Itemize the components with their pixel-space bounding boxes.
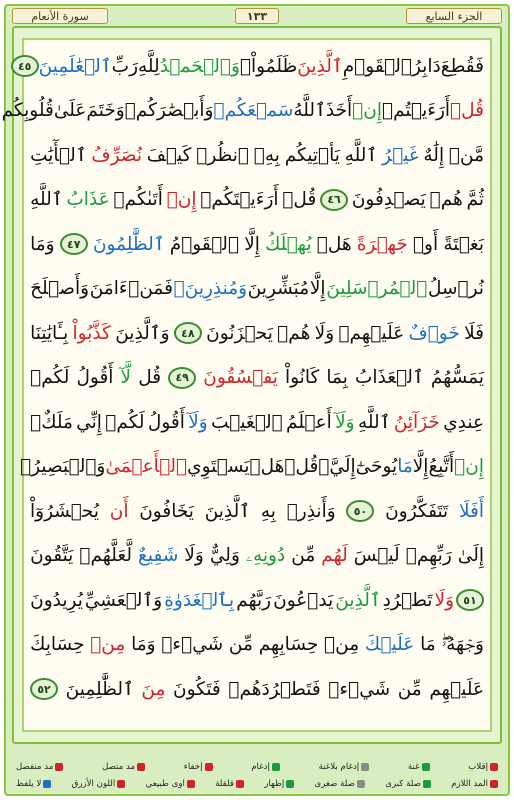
- quran-word: ٱللَّهِ: [357, 411, 391, 433]
- quran-word: ٱللَّهِ: [344, 144, 378, 166]
- legend-item: [468, 762, 498, 772]
- quran-word: مِنَ: [141, 678, 166, 700]
- legend-item: [16, 779, 51, 789]
- legend-row: [12, 758, 502, 775]
- legend-label: اللون الأزرق: [71, 778, 116, 789]
- quran-word: وَمُنذِرِينَۖ: [173, 278, 248, 300]
- quran-word: لَيۡسَ: [353, 545, 400, 567]
- quran-word: ٱلۡقَوۡمُ: [169, 233, 240, 255]
- quran-word: ٱلۡعَذَابُ: [354, 367, 424, 389]
- quran-word: يُرِيدُونَ: [30, 589, 83, 611]
- surah-name: سورة الأنعام: [12, 8, 108, 24]
- quran-word: لَّآ: [120, 367, 132, 389]
- quran-word: وَخَتَمَ: [86, 100, 125, 122]
- ayah-number-marker: ٥٢: [30, 678, 58, 700]
- page-header: [12, 6, 502, 26]
- quran-word: يَأۡتِيكُم: [284, 144, 340, 166]
- legend-swatch: [361, 763, 369, 771]
- quran-word: حِسَابِكَ: [30, 634, 85, 656]
- quran-word: كَانُواْ: [284, 367, 320, 389]
- quran-word: إِلَيَّۚ: [318, 456, 356, 478]
- quran-word: مِنۡ: [324, 634, 360, 656]
- quran-word: وَٱلَّذِينَ: [115, 322, 170, 344]
- text-line: [30, 133, 484, 178]
- legend-swatch: [272, 763, 280, 771]
- legend-swatch: [422, 763, 430, 771]
- quran-word: قُلۡ: [282, 189, 317, 211]
- legend-label: غنة: [407, 761, 420, 772]
- quran-word: حِسَابِهِم: [258, 634, 319, 656]
- legend-item: [146, 779, 195, 789]
- quran-word: يَدۡعُونَ: [273, 589, 334, 611]
- quran-word: يُوحَىٰٓ: [355, 456, 398, 478]
- quran-word: خَوۡفٌ: [408, 322, 460, 344]
- quran-word: مِّن: [397, 678, 422, 700]
- quran-word: أَن: [109, 500, 129, 522]
- legend-label: لا يلفظ: [16, 778, 42, 789]
- quran-word: يَصۡدِفُونَ: [351, 189, 426, 211]
- legend-label: صلة صغرى: [314, 778, 355, 789]
- legend-swatch: [236, 780, 244, 788]
- legend-item: [264, 779, 294, 789]
- quran-word: ٱللَّهُ: [293, 100, 326, 122]
- legend-item: [72, 779, 126, 789]
- quran-word: بِٱلۡغَدَوٰةِ: [164, 589, 235, 611]
- quran-word: أَرَءَيۡتَكُمۡ: [200, 189, 279, 211]
- quran-word: لَّعَلَّهُمۡ: [79, 545, 132, 567]
- legend-item: [408, 762, 430, 772]
- text-line: [1, 89, 484, 134]
- quran-word: بِمَا: [326, 367, 348, 389]
- quran-word: عَذَابُ: [66, 189, 110, 211]
- legend-label: إقلاب: [468, 761, 488, 772]
- quran-word: أَوۡ: [412, 233, 439, 255]
- quran-word: يَحۡزَنُونَ: [206, 322, 273, 344]
- quran-word: سَمۡعَكُمۡ: [213, 100, 294, 122]
- legend-item: [251, 762, 280, 772]
- quran-word: وَٱلۡعَشِيِّ: [84, 589, 163, 611]
- quran-word: شَفِيعٌ: [138, 545, 179, 567]
- text-line: [30, 667, 484, 712]
- quran-word: لَكُمۡ: [105, 411, 145, 433]
- quran-word: قُلُوبِكُم: [1, 100, 54, 122]
- quran-word: نُرۡسِلُ: [428, 278, 484, 300]
- quran-word: وَأَنذِرۡ: [286, 500, 336, 522]
- ayah-number-marker: ٥٠: [346, 500, 374, 522]
- quran-word: ٱلۡعَٰلَمِينَ: [38, 55, 112, 77]
- quran-word: يَسۡتَوِي: [187, 456, 250, 478]
- legend-label: إدغام بلاغنة: [318, 761, 360, 772]
- legend-swatch: [423, 780, 431, 788]
- legend-swatch: [490, 780, 498, 788]
- quran-word: ٱلۡقَوۡمِ: [342, 55, 413, 77]
- text-line: [30, 178, 484, 223]
- quran-word: ظَلَمُواْۚ: [239, 55, 298, 77]
- legend-item: [16, 762, 63, 772]
- quran-word: إِلَّا: [412, 456, 429, 478]
- text-line: [20, 445, 484, 490]
- quran-word: جَهۡرَةً: [356, 233, 408, 255]
- quran-word: هُمۡ: [429, 189, 463, 211]
- text-line: [30, 356, 484, 401]
- quran-word: عَلَيۡهِمۡ: [338, 322, 405, 344]
- legend-row: [12, 775, 502, 792]
- quran-word: رَبَّهُم: [236, 589, 272, 611]
- quran-word: كَذَّبُواْ: [72, 322, 111, 344]
- legend-swatch: [286, 780, 294, 788]
- legend-label: إدغام: [251, 761, 270, 772]
- text-line: [30, 578, 484, 623]
- legend-item: [451, 779, 498, 789]
- quran-word: فَقُطِعَ: [440, 55, 484, 77]
- quran-word: رَبِّهِمۡ: [405, 545, 452, 567]
- quran-word: هَلۡ: [249, 456, 285, 478]
- quran-word: ءَامَنَ: [89, 278, 128, 300]
- quran-word: ٱلۡمُرۡسَلِينَ: [326, 278, 428, 300]
- quran-word: شَيۡءٖ: [328, 678, 391, 700]
- text-line: [17, 44, 484, 89]
- text-line: [30, 489, 484, 534]
- quran-word: وَلِيٌّ: [209, 545, 240, 567]
- quran-word: مَا: [397, 456, 413, 478]
- ayah-number-marker: ٤٨: [174, 322, 202, 344]
- quran-word: عَلَىٰ: [53, 100, 87, 122]
- quran-word: يَمَسُّهُمُ: [430, 367, 484, 389]
- quran-word: خَزَآئِنُ: [393, 411, 440, 433]
- quran-word: فَتَكُونَ: [172, 678, 221, 700]
- quran-word: وَمَا: [30, 233, 55, 255]
- quran-word: أَقُولُ: [76, 367, 114, 389]
- quran-word: وَأَبۡصَٰرَكُمۡ: [124, 100, 214, 122]
- quran-word: وَٱلۡحَمۡدُ: [159, 55, 240, 77]
- quran-word: أَتَىٰكُمۡ: [113, 189, 163, 211]
- quran-word: أَعۡلَمُ: [286, 411, 332, 433]
- quran-word: هَلۡ: [316, 233, 352, 255]
- quran-word: لَكُمۡ: [30, 367, 70, 389]
- quran-word: يُهۡلَكُ: [265, 233, 312, 255]
- quran-word: ٱللَّهِ: [30, 189, 63, 211]
- quran-word: مِّن: [228, 634, 253, 656]
- quran-text: [1, 44, 484, 712]
- quran-word: فَمَنۡ: [128, 278, 173, 300]
- quran-word: مِنۡ: [90, 634, 126, 656]
- quran-word: ٱلَّذِينَ: [204, 500, 251, 522]
- quran-word: وَجۡهَهُۥۖ: [441, 634, 484, 656]
- quran-word: دَابِرُ: [412, 55, 441, 77]
- legend-swatch: [187, 780, 195, 788]
- quran-word: شَيۡءٖ: [161, 634, 224, 656]
- text-line: [30, 400, 484, 445]
- quran-word: تَتَفَكَّرُونَ: [385, 500, 449, 522]
- legend-label: مد متصل: [102, 761, 136, 772]
- quran-word: وَلَآ: [335, 411, 355, 433]
- quran-word: أَخَذَ: [325, 100, 353, 122]
- quran-word: عِندِي: [443, 411, 484, 433]
- legend-label: قلقلة: [215, 778, 234, 789]
- quran-word: لَهُم: [321, 545, 348, 567]
- quran-word: وَلَآ: [188, 411, 208, 433]
- quran-word: وَلَا: [434, 589, 455, 611]
- legend-label: اوى طبيعي: [145, 778, 185, 789]
- legend-swatch: [137, 763, 145, 771]
- quran-word: عَلَيۡهِم: [429, 678, 484, 700]
- quran-word: عَلَيۡكَ: [364, 634, 415, 656]
- quran-word: فَلَا: [464, 322, 484, 344]
- quran-word: دُونِهِۦ: [245, 545, 286, 567]
- legend-item: [385, 779, 431, 789]
- ayah-number-marker: ٤٧: [60, 233, 88, 255]
- quran-word: وَأَصۡلَحَ: [30, 278, 90, 300]
- quran-word: ٱلۡأَعۡمَىٰ: [105, 456, 188, 478]
- ayah-number-marker: ٤٥: [11, 55, 39, 77]
- quran-word: بِـَٔايَٰتِنَا: [30, 322, 69, 344]
- quran-word: إِنۡ: [352, 100, 382, 122]
- quran-word: يُحۡشَرُوٓاْ: [30, 500, 99, 522]
- ayah-number-marker: ٥١: [456, 589, 484, 611]
- quran-word: يَفۡسُقُونَ: [203, 367, 278, 389]
- quran-word: وَمَا: [131, 634, 156, 656]
- legend-swatch: [117, 780, 125, 788]
- quran-word: غَيۡرُ: [382, 144, 419, 166]
- quran-word: ٱلۡأٓيَٰتِ: [30, 144, 87, 166]
- quran-word: مُبَشِّرِينَ: [247, 278, 310, 300]
- juz-name: الجزء السابع: [406, 8, 502, 24]
- quran-word: مَا: [420, 634, 436, 656]
- quran-word: مَلَكٌۖ: [30, 411, 73, 433]
- quran-word: قُلۡ: [450, 100, 484, 122]
- text-line: [30, 534, 484, 579]
- text-line: [30, 623, 484, 668]
- legend-label: إخفاء: [183, 761, 203, 772]
- quran-word: إِلَّا: [309, 278, 326, 300]
- quran-word: وَٱلۡبَصِيرُۚ: [20, 456, 106, 478]
- quran-word: رَبِّ: [111, 55, 139, 77]
- quran-word: تَطۡرُدِ: [382, 589, 433, 611]
- legend-swatch: [490, 763, 498, 771]
- legend-item: [319, 762, 370, 772]
- quran-word: هُمۡ: [277, 322, 311, 344]
- quran-word: أَقُولُ: [147, 411, 185, 433]
- quran-word: إِلَّا: [244, 233, 260, 255]
- legend-item: [184, 762, 213, 772]
- legend-label: صلة كبرى: [385, 778, 421, 789]
- ayah-number-marker: ٤٩: [168, 367, 196, 389]
- quran-word: يَتَّقُونَ: [30, 545, 74, 567]
- quran-word: فَتَطۡرُدَهُمۡ: [228, 678, 321, 700]
- quran-word: كَيۡفَ: [146, 144, 192, 166]
- legend-label: إظهار: [264, 778, 285, 789]
- quran-word: أَتَّبِعُ: [428, 456, 455, 478]
- legend-item: [102, 762, 145, 772]
- text-line: [30, 222, 484, 267]
- quran-word: مِّن: [291, 545, 316, 567]
- quran-word: إِلَٰهٌ: [423, 144, 445, 166]
- quran-word: أَفَلَا: [458, 500, 484, 522]
- quran-word: قُل: [138, 367, 162, 389]
- legend-swatch: [55, 763, 63, 771]
- quran-word: إِنِّي: [76, 411, 102, 433]
- quran-word: إِلَىٰ: [457, 545, 484, 567]
- quran-word: وَلَا: [184, 545, 204, 567]
- quran-word: بِهِ: [260, 500, 276, 522]
- text-line: [30, 311, 484, 356]
- page-number: ١٣٣: [235, 8, 279, 24]
- quran-word: بِهِۗ: [253, 144, 280, 166]
- quran-word: ٱلظَّٰلِمِينَ: [65, 678, 134, 700]
- legend-item: [215, 779, 244, 789]
- quran-word: ٱلظَّٰلِمُونَ: [92, 233, 165, 255]
- legend-swatch: [205, 763, 213, 771]
- quran-word: بَغۡتَةً: [443, 233, 484, 255]
- legend-label: المد اللازم: [451, 778, 488, 789]
- quran-word: يَخَافُونَ: [139, 500, 194, 522]
- quran-word: إِنۡ: [454, 456, 484, 478]
- quran-word: وَلَا: [314, 322, 335, 344]
- quran-word: ٱلۡغَيۡبَ: [211, 411, 283, 433]
- quran-word: إِنۡ: [166, 189, 197, 211]
- quran-word: لِلَّهِ: [138, 55, 160, 77]
- legend-label: مد منفصل: [16, 761, 54, 772]
- legend-swatch: [357, 780, 365, 788]
- quran-word: قُلۡ: [284, 456, 319, 478]
- legend-swatch: [43, 780, 51, 788]
- quran-word: ٱنظُرۡ: [196, 144, 249, 166]
- quran-word: ثُمَّ: [466, 189, 484, 211]
- ayah-number-marker: ٤٦: [320, 189, 348, 211]
- quran-word: ٱلَّذِينَ: [297, 55, 343, 77]
- quran-word: نُصَرِّفُ: [91, 144, 142, 166]
- quran-word: مَّنۡ: [448, 144, 484, 166]
- legend-item: [315, 779, 365, 789]
- tajweed-legend: [12, 758, 502, 794]
- text-line: [30, 267, 484, 312]
- quran-word: ٱلَّذِينَ: [335, 589, 381, 611]
- quran-word: أَرَءَيۡتُمۡ: [382, 100, 451, 122]
